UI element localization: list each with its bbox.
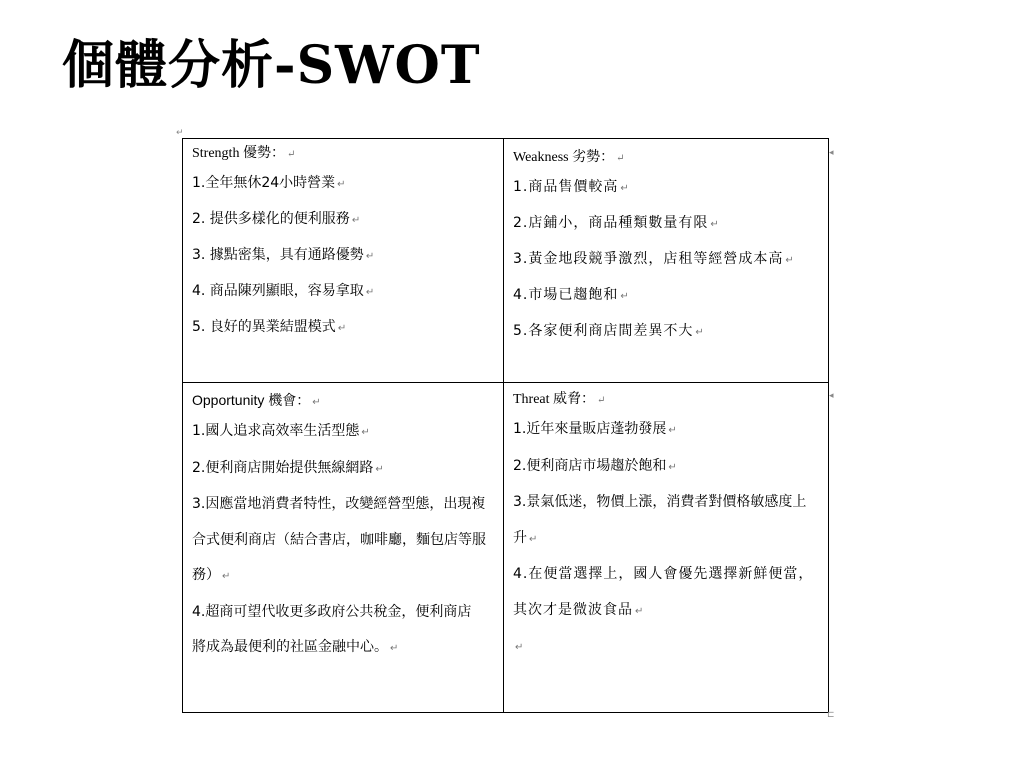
list-item: 4.超商可望代收更多政府公共稅金，便利商店將成為最便利的社區金融中心。 ↵ xyxy=(192,603,472,655)
opportunity-cell xyxy=(183,383,504,713)
swot-table xyxy=(182,138,829,713)
list-item: 3.景氣低迷，物價上漲，消費者對價格敏感度上升 ↵ xyxy=(513,494,807,546)
table-row xyxy=(183,139,829,383)
list-item: 1.商品售價較高 ↵ xyxy=(513,179,630,195)
threat-heading: Threat 威脅： ↵ xyxy=(513,392,606,407)
list-item: 4.在便當選擇上，國人會優先選擇新鮮便當，其次才是微波食品 ↵ xyxy=(513,566,814,618)
paragraph-mark: ↵ xyxy=(515,642,524,653)
list-item: 5.各家便利商店間差異不大 ↵ xyxy=(513,323,705,339)
list-item: 4.市場已趨飽和 ↵ xyxy=(513,287,630,303)
list-item: 2.便利商店開始提供無線網路 ↵ xyxy=(192,459,384,476)
paragraph-mark: ↵ xyxy=(176,128,184,138)
strength-cell xyxy=(183,139,504,383)
cell-end-mark: ◂ xyxy=(829,391,834,401)
weakness-cell xyxy=(504,139,829,383)
list-item: 5. 良好的異業結盟模式 ↵ xyxy=(192,319,347,335)
opportunity-heading: Opportunity 機會： ↵ xyxy=(192,392,321,408)
list-item: 1.近年來量販店蓬勃發展 ↵ xyxy=(513,421,677,437)
list-item: 3.因應當地消費者特性，改變經營型態，出現複合式便利商店（結合書店，咖啡廳，麵包店等服務） ↵ xyxy=(192,496,486,583)
list-item: 2.便利商店市場趨於飽和 ↵ xyxy=(513,457,677,474)
list-item: 2. 提供多樣化的便利服務 ↵ xyxy=(192,211,361,227)
threat-cell xyxy=(504,383,829,713)
cell-end-mark: ◂ xyxy=(829,148,834,158)
list-item: 4. 商品陳列顯眼，容易拿取 ↵ xyxy=(192,283,375,299)
list-item: 2.店鋪小，商品種類數量有限 ↵ xyxy=(513,215,720,231)
list-item: 1.國人追求高效率生活型態 ↵ xyxy=(192,423,370,439)
list-item: 3. 據點密集，具有通路優勢 ↵ xyxy=(192,247,375,263)
list-item: 1.全年無休24小時營業 ↵ xyxy=(192,175,346,191)
table-row xyxy=(183,383,829,713)
weakness-heading: Weakness 劣勢： ↵ xyxy=(513,150,625,165)
table-end-mark: ⊏ xyxy=(827,710,835,720)
list-item: 3.黃金地段競爭激烈，店租等經營成本高 ↵ xyxy=(513,251,795,267)
strength-heading: Strength 優勢： ↵ xyxy=(192,146,296,161)
slide-title: 個體分析-SWOT xyxy=(62,35,481,96)
